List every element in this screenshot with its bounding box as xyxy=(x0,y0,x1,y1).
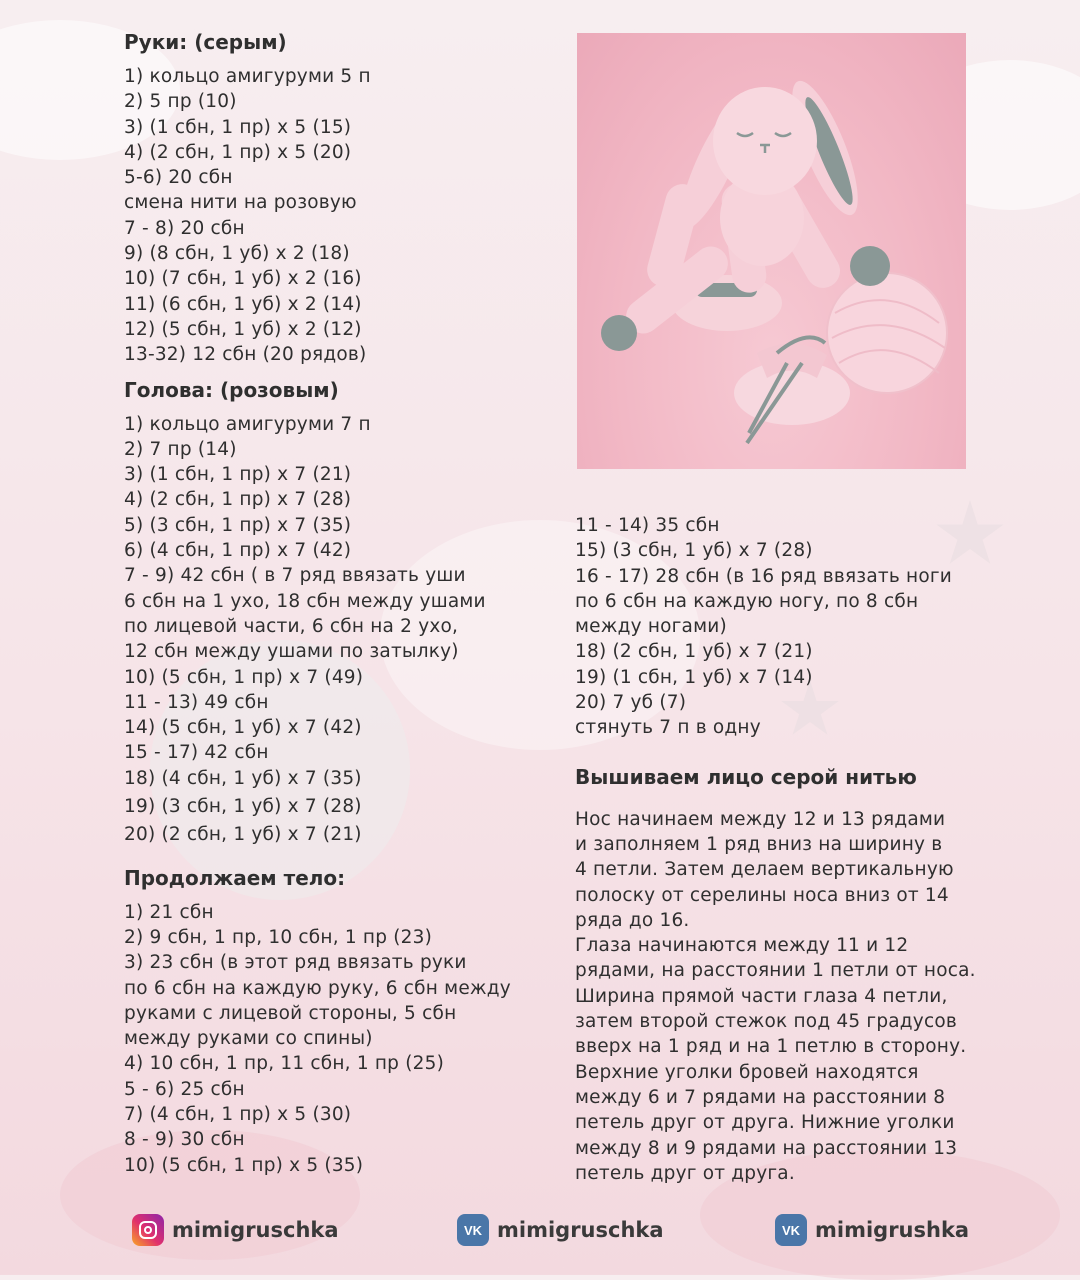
list-item: и заполняем 1 ряд вниз на ширину в xyxy=(575,833,943,855)
list-item: 1) кольцо амигуруми 7 п xyxy=(124,413,371,435)
list-item: 10) (5 сбн, 1 пр) х 5 (35) xyxy=(124,1154,364,1176)
bunny-photo xyxy=(577,33,966,469)
list-item: 7 - 8) 20 сбн xyxy=(124,217,245,239)
list-item: 5 - 6) 25 сбн xyxy=(124,1078,245,1100)
list-item: руками с лицевой стороны, 5 сбн xyxy=(124,1002,457,1024)
list-item: 11) (6 сбн, 1 уб) х 2 (14) xyxy=(124,293,362,315)
head-title: Голова: (розовым) xyxy=(124,377,339,402)
list-item: 1) кольцо амигуруми 5 п xyxy=(124,66,371,87)
list-item: смена нити на розовую xyxy=(124,192,357,214)
left-column xyxy=(124,26,544,1178)
list-item: Нос начинаем между 12 и 13 рядами xyxy=(575,808,946,830)
face-instructions xyxy=(575,807,995,1186)
body-list xyxy=(124,900,544,1178)
list-item: 15 - 17) 42 сбн xyxy=(124,742,269,764)
list-item: 4) 10 сбн, 1 пр, 11 сбн, 1 пр (25) xyxy=(124,1053,444,1075)
arms-title: Руки: (серым) xyxy=(124,30,287,54)
list-item: 19) (3 сбн, 1 уб) х 7 (28) xyxy=(124,796,362,818)
list-item: 18) (4 сбн, 1 уб) х 7 (35) xyxy=(124,767,362,789)
list-item: 4) (2 сбн, 1 пр) х 5 (20) xyxy=(124,141,352,163)
vk-icon: VK xyxy=(775,1214,807,1246)
list-item: 7 - 9) 42 сбн ( в 7 ряд ввязать уши xyxy=(124,565,466,587)
list-item: 20) 7 уб (7) xyxy=(575,692,687,714)
vk-link-2[interactable] xyxy=(775,1214,969,1246)
list-item: 5) (3 сбн, 1 пр) х 7 (35) xyxy=(124,514,352,536)
list-item: 16 - 17) 28 сбн (в 16 ряд ввязать ноги xyxy=(575,565,952,587)
list-item: 9) (8 сбн, 1 уб) х 2 (18) xyxy=(124,243,350,265)
list-item: петель друг от друга. xyxy=(575,1162,795,1184)
list-item: 6) (4 сбн, 1 пр) х 7 (42) xyxy=(124,540,352,562)
right-column xyxy=(575,513,995,1186)
list-item: 2) 7 пр (14) xyxy=(124,438,237,460)
list-item: Верхние уголки бровей находятся xyxy=(575,1061,919,1083)
list-item: 4 петли. Затем делаем вертикальную xyxy=(575,859,954,881)
list-item: 14) (5 сбн, 1 уб) х 7 (42) xyxy=(124,717,362,739)
list-item: 18) (2 сбн, 1 уб) х 7 (21) xyxy=(575,641,813,663)
list-item: 11 - 14) 35 сбн xyxy=(575,515,720,536)
list-item: 1) 21 сбн xyxy=(124,901,214,923)
list-item: 10) (7 сбн, 1 уб) х 2 (16) xyxy=(124,268,362,290)
list-item: полоску от серелины носа вниз от 14 xyxy=(575,884,949,906)
instagram-link[interactable] xyxy=(132,1214,339,1246)
vk-icon: VK xyxy=(457,1214,489,1246)
face-title: Вышиваем лицо серой нитью xyxy=(575,764,917,789)
list-item: ряда до 16. xyxy=(575,909,690,931)
list-item: 12) (5 сбн, 1 уб) х 2 (12) xyxy=(124,318,362,340)
instagram-handle: mimigruschka xyxy=(172,1218,339,1242)
list-item: 12 сбн между ушами по затылку) xyxy=(124,641,459,663)
list-item: 19) (1 сбн, 1 уб) х 7 (14) xyxy=(575,666,813,688)
list-item: между 8 и 9 рядами на расстоянии 13 xyxy=(575,1137,958,1159)
list-item: между руками со спины) xyxy=(124,1028,373,1050)
list-item: 3) 23 сбн (в этот ряд ввязать руки xyxy=(124,952,467,974)
list-item: 2) 5 пр (10) xyxy=(124,91,237,113)
list-item: между 6 и 7 рядами на расстоянии 8 xyxy=(575,1086,946,1108)
list-item: 3) (1 сбн, 1 пр) х 5 (15) xyxy=(124,116,352,138)
list-item: по 6 сбн на каждую ногу, по 8 сбн xyxy=(575,590,919,612)
list-item: 10) (5 сбн, 1 пр) х 7 (49) xyxy=(124,666,364,688)
list-item: 7) (4 сбн, 1 пр) х 5 (30) xyxy=(124,1103,352,1125)
list-item: петель друг от друга. Нижние уголки xyxy=(575,1112,955,1134)
list-item: 3) (1 сбн, 1 пр) х 7 (21) xyxy=(124,464,352,486)
footer-social xyxy=(0,1208,1080,1256)
list-item: 11 - 13) 49 сбн xyxy=(124,691,269,713)
list-item: рядами, на расстоянии 1 петли от носа. xyxy=(575,960,976,982)
list-item: 5-6) 20 сбн xyxy=(124,167,233,189)
vk-handle: mimigruschka xyxy=(497,1218,664,1242)
body-continued-list xyxy=(575,513,995,741)
list-item: 15) (3 сбн, 1 уб) х 7 (28) xyxy=(575,540,813,562)
list-item: 13-32) 12 сбн (20 рядов) xyxy=(124,344,367,366)
list-item: 8 - 9) 30 сбн xyxy=(124,1129,245,1151)
list-item: стянуть 7 п в одну xyxy=(575,717,761,739)
list-item: затем второй стежок под 45 градусов xyxy=(575,1011,957,1033)
list-item: 6 сбн на 1 ухо, 18 сбн между ушами xyxy=(124,590,486,612)
body-title: Продолжаем тело: xyxy=(124,865,346,890)
list-item: по лицевой части, 6 сбн на 2 ухо, xyxy=(124,615,459,637)
list-item: 20) (2 сбн, 1 уб) х 7 (21) xyxy=(124,824,362,846)
arms-list xyxy=(124,64,544,368)
list-item: 2) 9 сбн, 1 пр, 10 сбн, 1 пр (23) xyxy=(124,926,433,948)
list-item: Глаза начинаются между 11 и 12 xyxy=(575,935,909,957)
list-item: Ширина прямой части глаза 4 петли, xyxy=(575,985,948,1007)
list-item: между ногами) xyxy=(575,616,727,638)
head-list xyxy=(124,412,544,848)
list-item: по 6 сбн на каждую руку, 6 сбн между xyxy=(124,977,511,999)
bunny-illustration xyxy=(577,33,966,469)
vk-link[interactable] xyxy=(457,1214,664,1246)
instagram-icon xyxy=(132,1214,164,1246)
vk-handle: mimigrushka xyxy=(815,1218,970,1242)
list-item: вверх на 1 ряд и на 1 петлю в сторону. xyxy=(575,1036,967,1058)
list-item: 4) (2 сбн, 1 пр) х 7 (28) xyxy=(124,489,352,511)
